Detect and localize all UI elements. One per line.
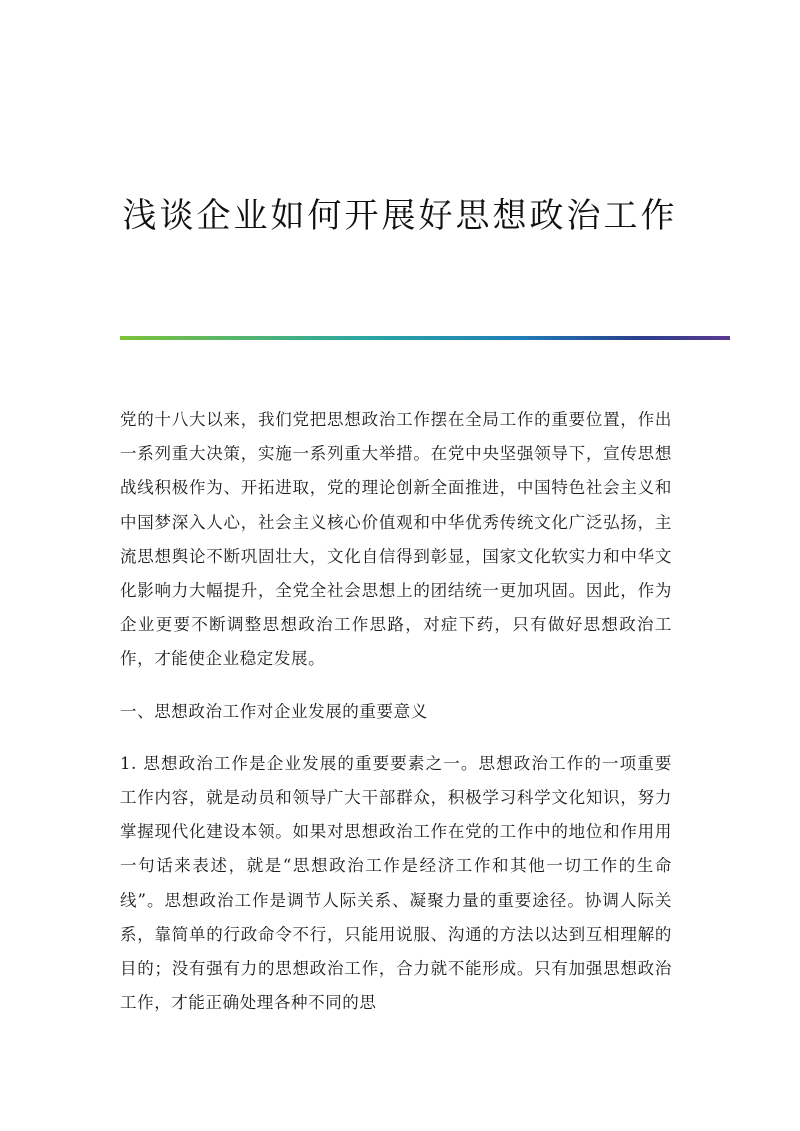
section-heading: 一、思想政治工作对企业发展的重要意义 bbox=[120, 701, 428, 721]
document-body bbox=[120, 403, 672, 1038]
title-divider bbox=[120, 336, 730, 340]
section-paragraph: 1. 思想政治工作是企业发展的重要要素之一。思想政治工作的一项重要工作内容，就是动员和领导广大干部群众，积极学习科学文化知识，努力掌握现代化建设本领。如果对思想政治工作在党的工作中的地位和作用用一句话来表述，就是“思想政治工作是经济工作和其他一切工作的生命线”。思想政治工作是调节人际关系、凝聚力量的重要途径。协调人际关系，靠简单的行政命令不行，只能用说服、沟通的方法以达到互相理解的目的；没有强有力的思想政治工作，合力就不能形成。只有加强思想政治工作，才能正确处理各种不同的思 bbox=[120, 753, 672, 1013]
intro-paragraph: 党的十八大以来，我们党把思想政治工作摆在全局工作的重要位置，作出一系列重大决策，实施一系列重大举措。在党中央坚强领导下，宣传思想战线积极作为、开拓进取，党的理论创新全面推进，中国特色社会主义和中国梦深入人心，社会主义核心价值观和中华优秀传统文化广泛弘扬，主流思想舆论不断巩固壮大，文化自信得到彰显，国家文化软实力和中华文化影响力大幅提升，全党全社会思想上的团结统一更加巩固。因此，作为企业更要不断调整思想政治工作思路，对症下药，只有做好思想政治工作，才能使企业稳定发展。 bbox=[120, 410, 672, 669]
document-title: 浅谈企业如何开展好思想政治工作 bbox=[122, 196, 678, 236]
